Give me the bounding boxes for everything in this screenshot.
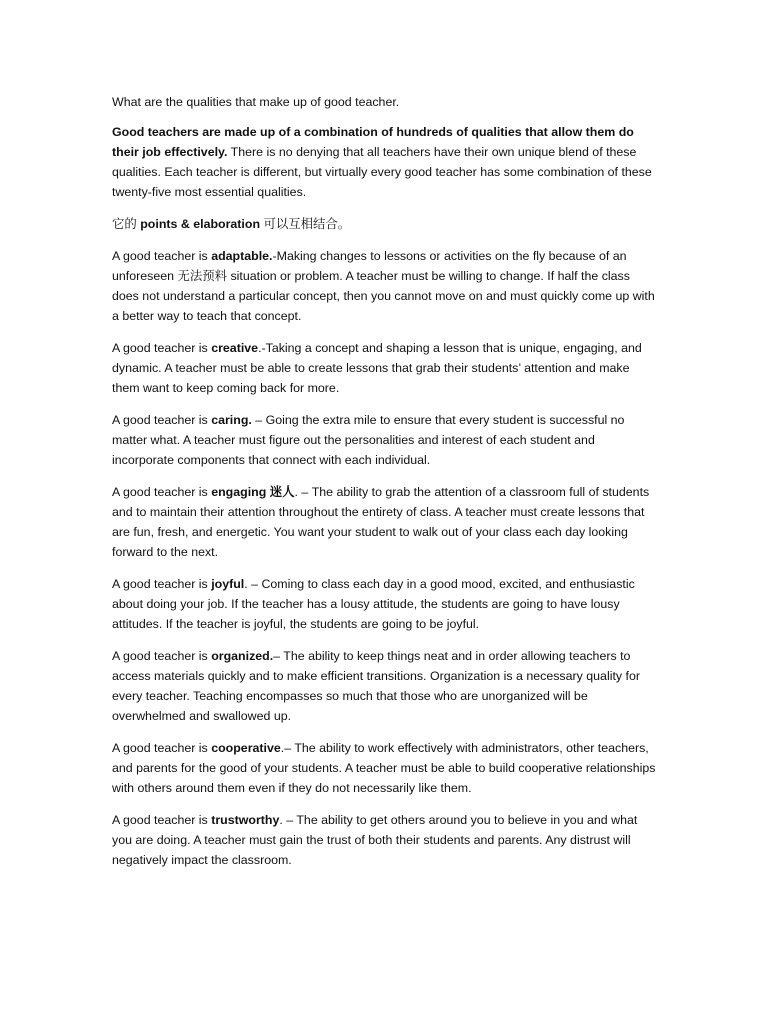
quality-term: adaptable. — [211, 249, 273, 263]
note-paragraph — [112, 214, 660, 234]
note-post: 可以互相结合。 — [260, 217, 351, 231]
quality-paragraph-cooperative — [112, 738, 660, 798]
quality-paragraph-engaging — [112, 482, 660, 562]
question-heading: What are the qualities that make up of good teacher. — [112, 95, 400, 109]
quality-term: engaging 迷人 — [211, 485, 295, 499]
quality-term: trustworthy — [211, 813, 280, 827]
quality-text: . – Coming to class each day in a good mood, excited, and enthusiastic about doing your job. If the teacher has a lousy attitude, the students are going to have lousy attitudes. If the teacher is joyful, the students are going to be joyful. — [112, 577, 635, 631]
quality-lead: A good teacher is — [112, 649, 212, 663]
quality-lead: A good teacher is — [112, 249, 212, 263]
quality-paragraph-creative — [112, 338, 660, 398]
quality-text: .– The ability to work effectively with administrators, other teachers, and parents for the good of your students. A teacher must be able to build cooperative relationships with others around them even if they do not necessarily like them. — [112, 741, 656, 795]
quality-term: caring. — [211, 413, 252, 427]
quality-lead: A good teacher is — [112, 341, 212, 355]
quality-term: joyful — [211, 577, 245, 591]
quality-paragraph-trustworthy — [112, 810, 660, 870]
quality-text: .-Taking a concept and shaping a lesson that is unique, engaging, and dynamic. A teacher must be able to create lessons that grab their students’ attention and make them want to keep coming back for more. — [112, 341, 642, 395]
quality-term: organized. — [211, 649, 274, 663]
quality-lead: A good teacher is — [112, 813, 212, 827]
intro-paragraph — [112, 122, 660, 202]
quality-lead: A good teacher is — [112, 741, 212, 755]
quality-lead: A good teacher is — [112, 577, 212, 591]
quality-lead: A good teacher is — [112, 485, 212, 499]
quality-text: – Going the extra mile to ensure that every student is successful no matter what. A teacher must figure out the personalities and interest of each student and incorporate components that connect with each individual. — [112, 413, 625, 467]
intro-bold-text: Good teachers are made up of a combination of hundreds of qualities that allow them do their job effectively. — [112, 125, 634, 159]
quality-paragraph-caring — [112, 410, 660, 470]
quality-text: -Making changes to lessons or activities on the fly because of an unforeseen 无法预料 situation or problem. A teacher must be willing to change. If half the class does not understand a particular concept, then you cannot move on and must quickly come up with a better way to teach that concept. — [112, 249, 655, 323]
intro-text: There is no denying that all teachers have their own unique blend of these qualities. Each teacher is different, but virtually every good teacher has some combination of these twenty-five most essential qualities. — [112, 145, 652, 199]
quality-text: – The ability to keep things neat and in order allowing teachers to access materials quickly and to make efficient transitions. Organization is a necessary quality for every teacher. Teaching encompasses so much that those who are unorganized will be overwhelmed and swallowed up. — [112, 649, 640, 723]
quality-lead: A good teacher is — [112, 413, 212, 427]
note-bold: points & elaboration — [140, 217, 261, 231]
quality-paragraph-joyful — [112, 574, 660, 634]
quality-term: cooperative — [211, 741, 281, 755]
quality-term: creative — [211, 341, 259, 355]
document-page — [112, 92, 660, 882]
quality-text: . – The ability to get others around you to believe in you and what you are doing. A teacher must gain the trust of both their students and parents. Any distrust will negatively impact the classroom. — [112, 813, 638, 867]
quality-paragraph-organized — [112, 646, 660, 726]
quality-paragraph-adaptable — [112, 246, 660, 326]
note-pre: 它的 — [112, 217, 141, 231]
quality-text: . – The ability to grab the attention of a classroom full of students and to maintain their attention throughout the entirety of class. A teacher must create lessons that are fun, fresh, and energetic. You want your student to walk out of your class each day looking forward to the next. — [112, 485, 650, 559]
